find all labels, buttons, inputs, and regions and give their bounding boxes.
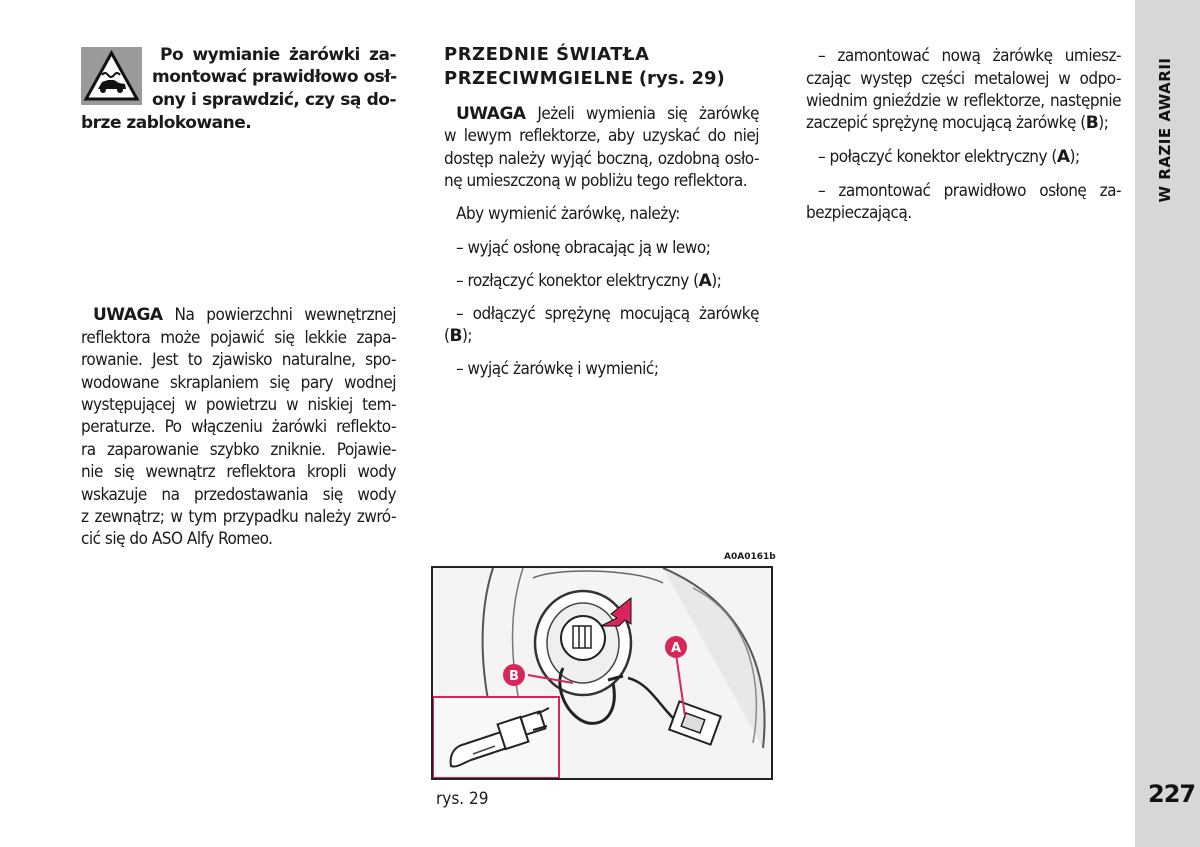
- heading-figure-ref: (rys. 29): [638, 68, 725, 89]
- ref-a: A: [1056, 147, 1070, 167]
- note-line: wodowane skraplaniem się pary wodnej: [81, 373, 396, 393]
- note-line: cić się do ASO Alfy Romeo.: [81, 529, 273, 549]
- step-text: );: [1069, 147, 1080, 167]
- uwaga-line: dostęp należy wyjąć boczną, ozdobną osło-: [444, 149, 759, 169]
- step-text: );: [711, 271, 722, 291]
- uwaga-first-text: Jeżeli wymienia się żarówkę: [525, 104, 759, 124]
- step-connect-connector: [818, 146, 1080, 169]
- step-fit-bulb-line: czając występ części metalowej w odpo-: [806, 69, 1121, 89]
- note-line: występującej w powietrzu w niskiej tem-: [81, 395, 396, 415]
- section-title-text: W RAZIE AWARII: [1156, 57, 1174, 203]
- step-replace-bulb: – wyjąć żarówkę i wymienić;: [456, 359, 659, 379]
- step-fit-bulb-last: [806, 112, 1108, 135]
- step-release-spring-cont: [444, 325, 472, 348]
- note-first-line: [93, 304, 396, 327]
- note-first-text: Na powierzchni wewnętrznej: [162, 305, 396, 325]
- note-line: rowanie. Jest to zjawisko naturalne, spo-: [81, 350, 396, 370]
- note-label: UWAGA: [93, 305, 163, 325]
- section-title: [1145, 40, 1185, 220]
- figure-illustration: [431, 566, 773, 780]
- car-warning-icon: [81, 47, 142, 105]
- heading-line-1: PRZEDNIE ŚWIATŁA: [444, 44, 650, 65]
- note-line: peraturze. Po włączeniu żarówki reflekto-: [81, 417, 396, 437]
- uwaga-first-line: [456, 103, 759, 126]
- step-fit-cover: – zamontować prawidłowo osłonę za-: [818, 181, 1121, 201]
- warning-line: montować prawidłowo osł-: [152, 67, 397, 87]
- heading-line-2-text: PRZECIWMGIELNE: [444, 68, 634, 89]
- note-line: ra zaparowanie szybko zniknie. Pojawie-: [81, 440, 396, 460]
- ref-a: A: [698, 271, 712, 291]
- step-text: (: [444, 326, 450, 346]
- ref-b: B: [449, 326, 462, 346]
- procedure-intro: Aby wymienić żarówkę, należy:: [456, 204, 680, 224]
- uwaga-label: UWAGA: [456, 104, 526, 124]
- note-line: nie się wewnątrz reflektora kropli wody: [81, 462, 396, 482]
- step-text: );: [461, 326, 473, 346]
- warning-icon-box: [81, 47, 142, 105]
- heading-line-2: [444, 67, 725, 91]
- step-fit-cover-line: bezpieczającą.: [806, 203, 912, 223]
- step-fit-bulb-line: wiednim gnieździe w reflektorze, następnie: [806, 91, 1121, 111]
- step-text: – połączyć konektor elektryczny (: [818, 147, 1057, 167]
- warning-line: ony i sprawdzić, czy są do-: [152, 90, 396, 110]
- ref-b: B: [1085, 113, 1099, 133]
- uwaga-line: nę umieszczoną w pobliżu tego reflektora.: [444, 171, 748, 191]
- figure-label-a: A: [670, 641, 682, 656]
- step-text: – rozłączyć konektor elektryczny (: [456, 271, 699, 291]
- warning-line: brze zablokowane.: [81, 113, 252, 133]
- page-number: 227: [1148, 780, 1196, 808]
- step-fit-bulb: – zamontować nową żarówkę umiesz-: [818, 46, 1121, 66]
- headlight-diagram: [433, 568, 771, 778]
- step-remove-cover: – wyjąć osłonę obracając ją w lewo;: [456, 238, 711, 258]
- step-text: zaczepić sprężynę mocującą żarówkę (: [806, 113, 1086, 133]
- step-release-spring: – odłączyć sprężynę mocującą żarówkę: [456, 304, 759, 324]
- figure-label-b: B: [509, 669, 519, 684]
- uwaga-line: w lewym reflektorze, aby uzyskać do niej: [444, 126, 759, 146]
- warning-line: Po wymianie żarówki za-: [160, 45, 396, 65]
- note-line: reflektora może pojawić się lekkie zapa-: [81, 328, 396, 348]
- note-line: z zewnątrz; w tym przypadku należy zwró-: [81, 507, 396, 527]
- figure-caption: rys. 29: [436, 789, 489, 809]
- step-disconnect-connector: [456, 270, 721, 293]
- note-line: wskazuje na przedostawania się wody: [81, 485, 396, 505]
- step-text: );: [1098, 113, 1109, 133]
- figure-code: A0A0161b: [724, 552, 776, 562]
